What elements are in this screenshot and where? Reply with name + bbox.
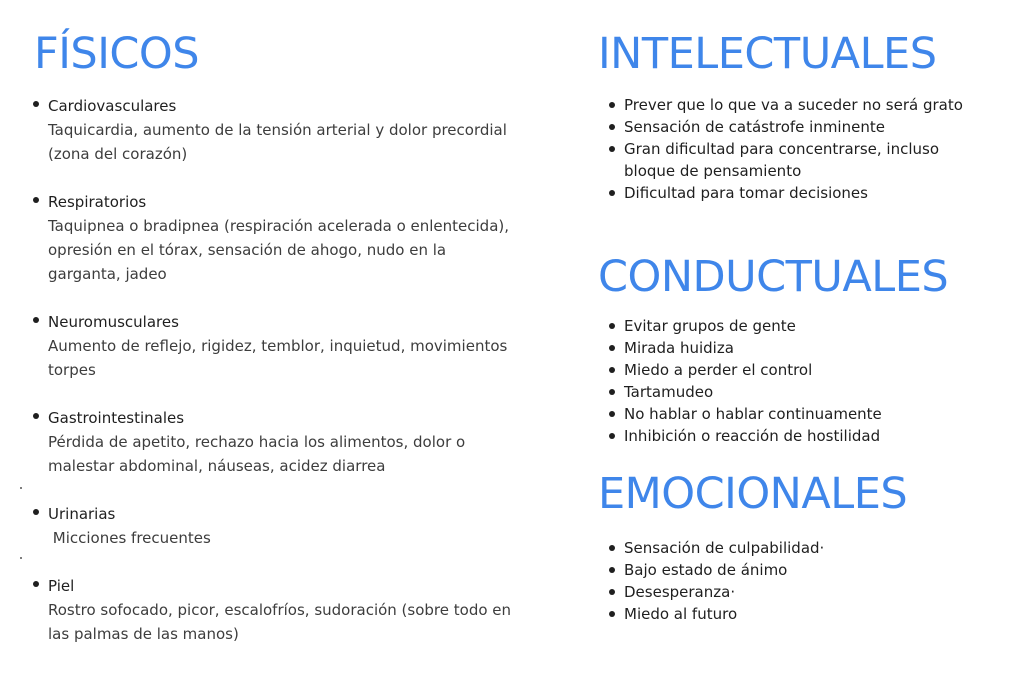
item-text: Miedo a perder el control — [624, 361, 813, 379]
list-item — [609, 315, 989, 337]
bullet-icon — [609, 433, 615, 439]
emocionales-list — [609, 537, 989, 625]
item-text: Desesperanza· — [624, 583, 736, 601]
list-item — [609, 537, 989, 559]
list-item — [609, 116, 989, 138]
list-item — [609, 359, 989, 381]
bullet-icon — [609, 411, 615, 417]
bullet-icon — [33, 197, 39, 203]
bullet-icon — [33, 101, 39, 107]
item-text: Mirada huidiza — [624, 339, 734, 357]
list-item — [609, 381, 989, 403]
item-text: No hablar o hablar continuamente — [624, 405, 882, 423]
item-text: Tartamudeo — [624, 383, 714, 401]
heading-intelectuales: INTELECTUALES — [598, 29, 937, 79]
heading-emocionales: EMOCIONALES — [598, 469, 908, 519]
list-item — [33, 406, 513, 478]
item-description: Rostro sofocado, picor, escalofríos, sudoración (sobre todo en las palmas de las manos) — [48, 601, 512, 643]
bullet-icon — [609, 124, 615, 130]
item-text: Inhibición o reacción de hostilidad — [624, 427, 881, 445]
bullet-icon — [609, 102, 615, 108]
item-text: Dificultad para tomar decisiones — [624, 184, 868, 202]
intelectuales-list — [609, 94, 989, 204]
list-item — [33, 190, 513, 286]
conductuales-list — [609, 315, 989, 447]
item-description: Taquipnea o bradipnea (respiración acelerada o enlentecida), opresión en el tórax, sensación de ahogo, nudo en la garganta, jadeo — [48, 217, 510, 283]
list-item — [33, 310, 513, 382]
bullet-icon — [609, 146, 615, 152]
bullet-icon — [609, 367, 615, 373]
bullet-icon — [33, 317, 39, 323]
list-item — [609, 182, 989, 204]
bullet-icon — [609, 345, 615, 351]
item-title: Respiratorios — [48, 193, 147, 211]
bullet-icon — [609, 545, 615, 551]
item-text: Bajo estado de ánimo — [624, 561, 788, 579]
bullet-icon — [609, 611, 615, 617]
fisicos-list — [33, 94, 513, 646]
item-description: Taquicardia, aumento de la tensión arterial y dolor precordial (zona del corazón) — [48, 121, 507, 163]
bullet-icon — [609, 389, 615, 395]
item-text: Evitar grupos de gente — [624, 317, 796, 335]
bullet-icon — [33, 413, 39, 419]
list-item — [609, 425, 989, 447]
list-item — [609, 138, 989, 182]
bullet-icon — [609, 323, 615, 329]
bullet-icon — [609, 190, 615, 196]
item-description: Micciones frecuentes — [48, 529, 211, 547]
bullet-icon — [609, 589, 615, 595]
list-item — [33, 502, 513, 550]
item-text: Miedo al futuro — [624, 605, 738, 623]
item-text: Prever que lo que va a suceder no será grato — [624, 96, 963, 114]
list-item — [609, 94, 989, 116]
item-title: Gastrointestinales — [48, 409, 185, 427]
item-text: Sensación de catástrofe inminente — [624, 118, 885, 136]
heading-conductuales: CONDUCTUALES — [598, 252, 949, 302]
item-title: Cardiovasculares — [48, 97, 177, 115]
item-text: Sensación de culpabilidad· — [624, 539, 825, 557]
stray-dot — [20, 487, 22, 489]
bullet-icon — [33, 509, 39, 515]
item-title: Piel — [48, 577, 75, 595]
item-text: Gran dificultad para concentrarse, incluso bloque de pensamiento — [624, 140, 940, 180]
bullet-icon — [33, 581, 39, 587]
list-item — [33, 94, 513, 166]
list-item — [609, 559, 989, 581]
stray-dot — [20, 557, 22, 559]
list-item — [609, 581, 989, 603]
item-description: Aumento de reflejo, rigidez, temblor, inquietud, movimientos torpes — [48, 337, 508, 379]
heading-fisicos: FÍSICOS — [34, 29, 200, 79]
item-description: Pérdida de apetito, rechazo hacia los alimentos, dolor o malestar abdominal, náuseas, acidez diarrea — [48, 433, 466, 475]
bullet-icon — [609, 567, 615, 573]
list-item — [609, 337, 989, 359]
item-title: Neuromusculares — [48, 313, 179, 331]
item-title: Urinarias — [48, 505, 116, 523]
list-item — [609, 603, 989, 625]
list-item — [33, 574, 513, 646]
list-item — [609, 403, 989, 425]
